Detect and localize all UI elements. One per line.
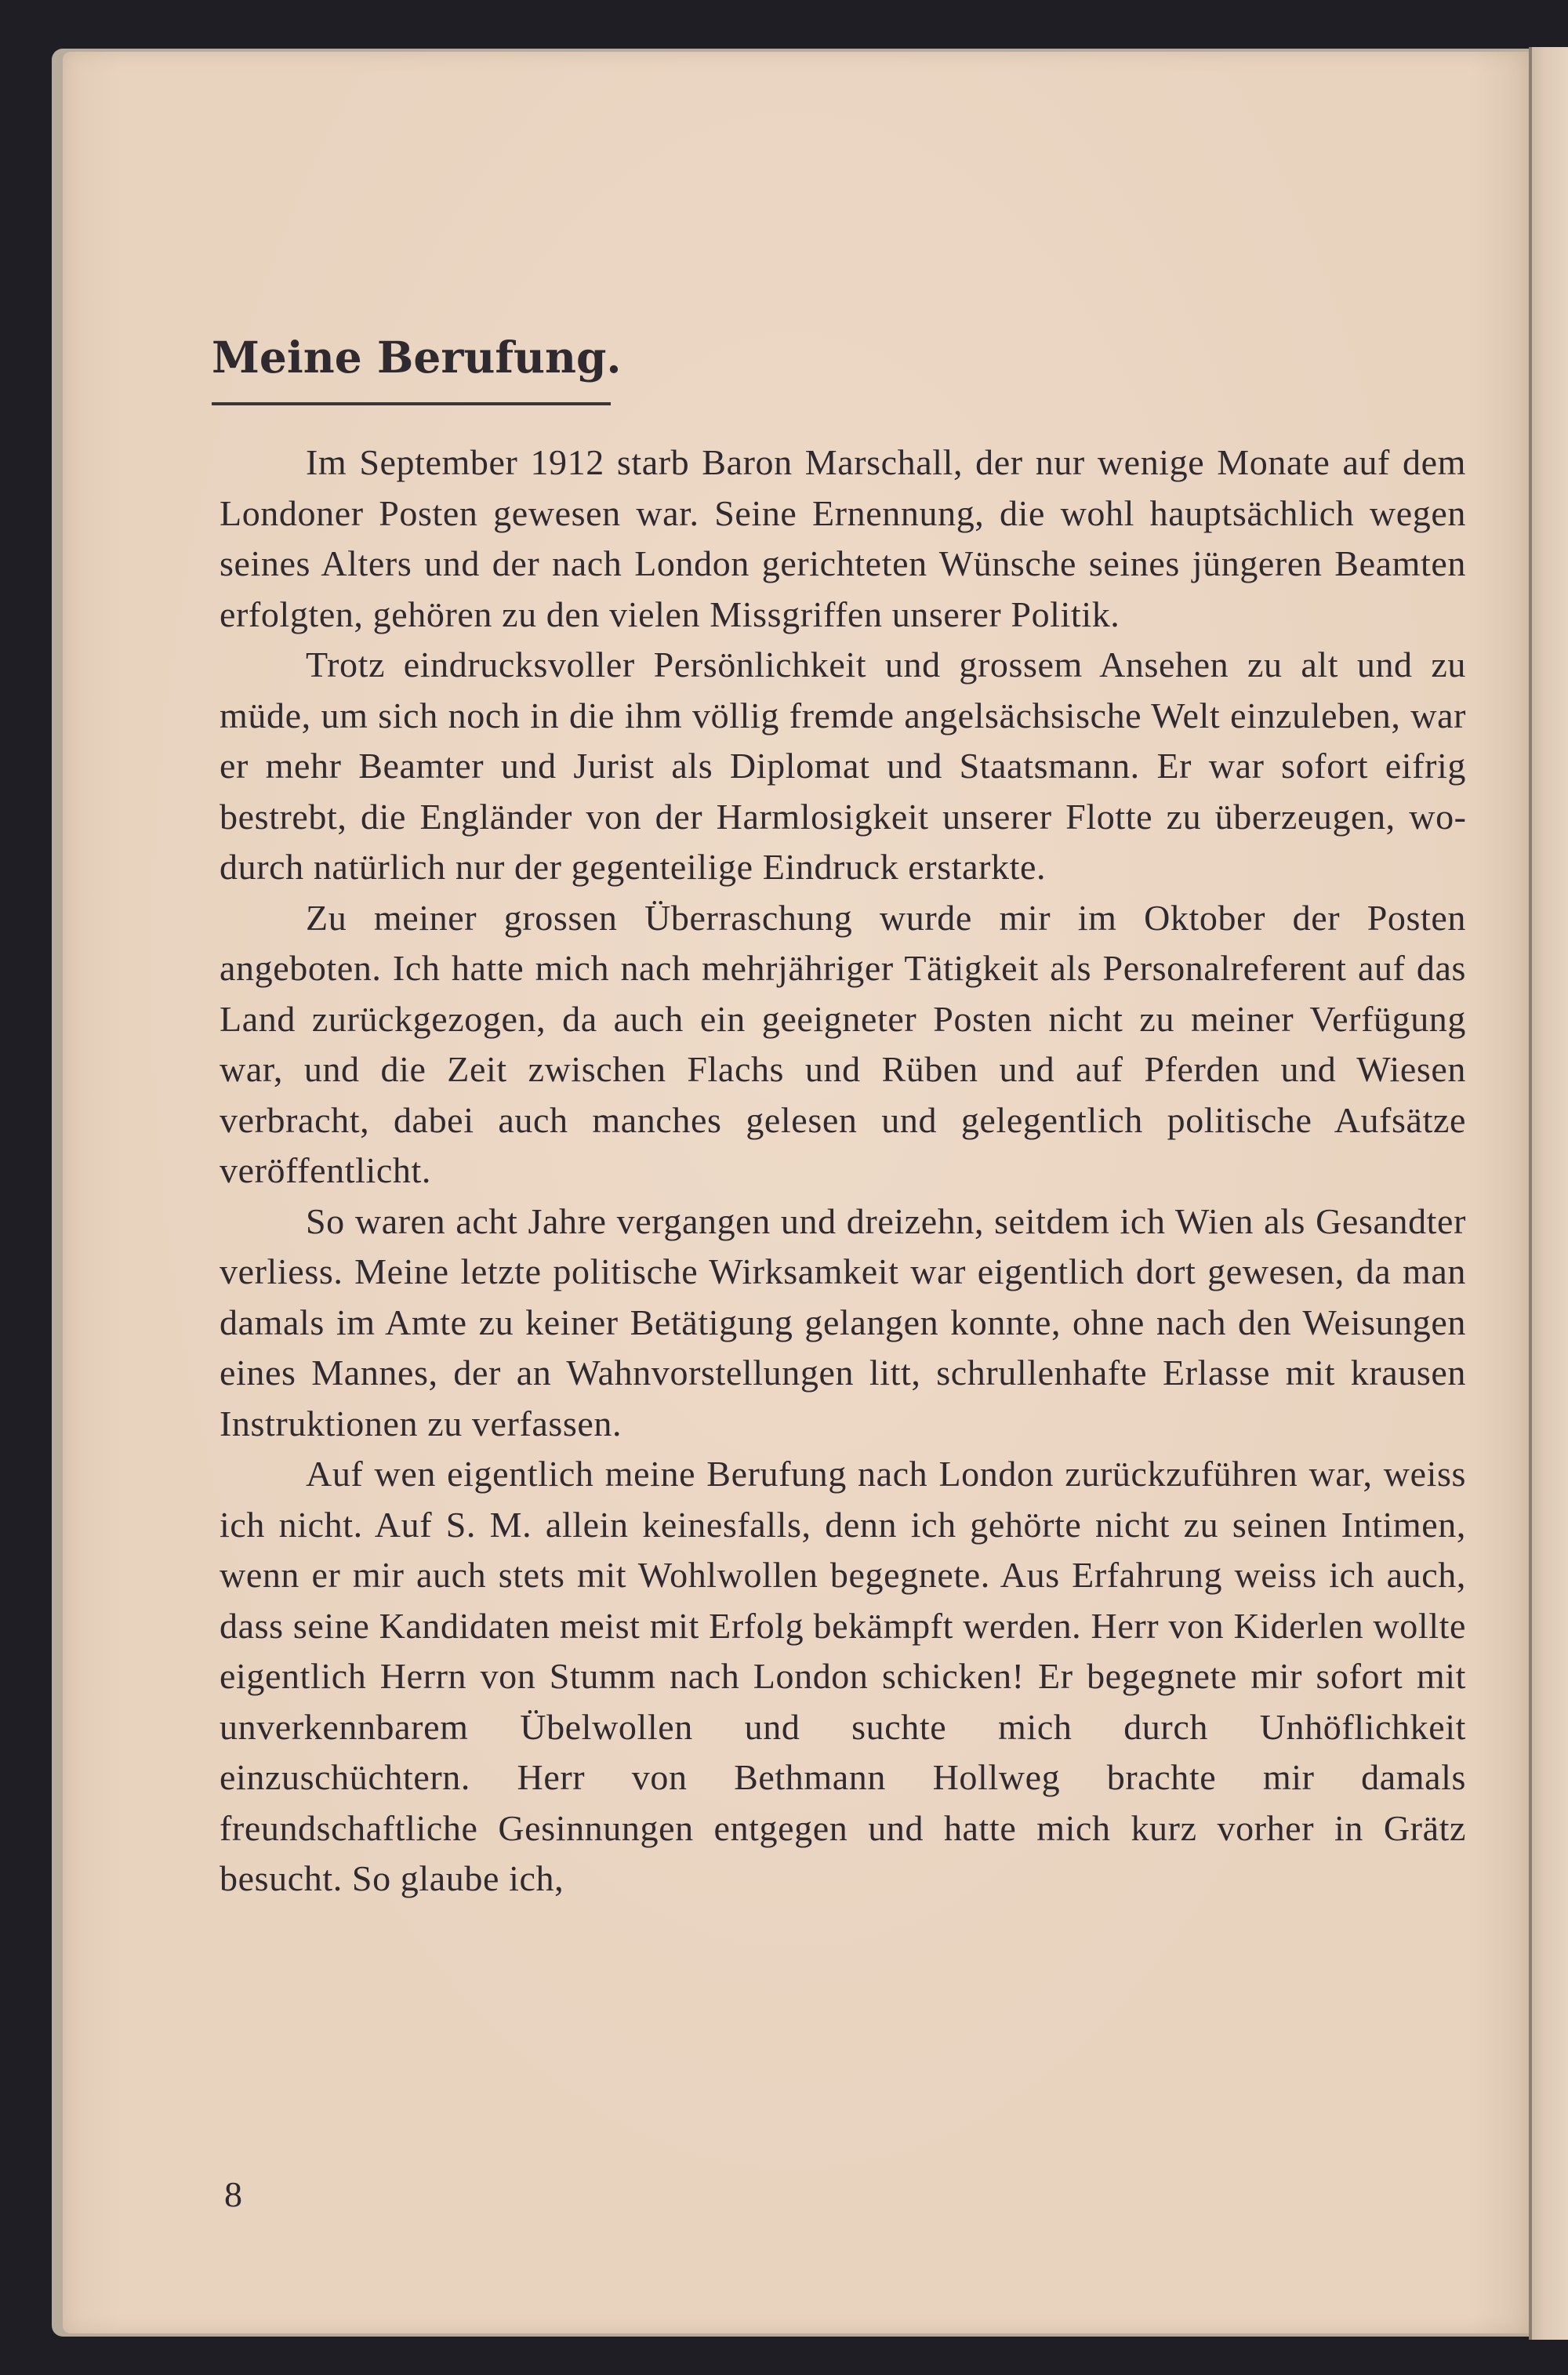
body-text [220,438,1466,1905]
next-page-edge [1529,47,1568,2340]
paragraph: Trotz eindrucksvoller Persönlichkeit und grossem Ansehen zu alt und zu müde, um sich noch in die ihm völlig fremde angelsächsische Welt einzuleben, war er mehr Beamter und Jurist als Diplomat und Staatsmann. Er war sofort eifrig bestrebt, die Engländer von der Harmlosigkeit unserer Flotte zu überzeugen, wodurch natürlich nur der gegenteilige Eindruck erstarkte. [220,645,1466,887]
title-underline [212,402,611,405]
page-number: 8 [224,2174,242,2214]
paragraph: Zu meiner grossen Überraschung wurde mir im Oktober der Posten angeboten. Ich hatte mich nach mehrjähriger Tätigkeit als Personalreferent auf das Land zurückgezogen, da auch ein geeigneter Posten nicht zu meiner Verfügung war, und die Zeit zwischen Flachs und Rüben und auf Pferden und Wiesen verbracht, dabei auch manches gelesen und gelegentlich politische Aufsätze veröffentlicht. [220,897,1466,1190]
paragraph: Im September 1912 starb Baron Marschall, der nur wenige Monate auf dem Londoner Posten gewesen war. Seine Ernennung, die wohl hauptsächlich wegen seines Alters und der nach London gerichteten Wünsche seines jüngeren Beamten erfolgten, gehören zu den vielen Missgriffen unserer Politik. [220,442,1466,634]
paragraph: So waren acht Jahre vergangen und dreizehn, seitdem ich Wien als Gesandter verliess. Meine letzte politische Wirksamkeit war eigentlich dort gewesen, da man damals im Amte zu keiner Betätigung gelangen konnte, ohne nach den Weisungen eines Mannes, der an Wahnvorstellungen litt, schrullenhafte Erlasse mit krausen Instruktionen zu verfassen. [220,1200,1466,1444]
chapter-title: Meine Berufung. [212,332,622,383]
paragraph: Auf wen eigentlich meine Berufung nach London zurückzuführen war, weiss ich nicht. Auf S. M. allein keinesfalls, denn ich gehörte nicht zu seinen Intimen, wenn er mir auch stets mit Wohlwollen begegnete. Aus Erfahrung weiss ich auch, dass seine Kandidaten meist mit Erfolg bekämpft werden. Herr von Kiderlen wollte eigentlich Herrn von Stumm nach London schicken! Er begegnete mir sofort mit unverkennbarem Übelwollen und suchte mich durch Unhöflichkeit einzuschüchtern. Herr von Bethmann Hollweg brachte mir damals freundschaftliche Gesinnungen entgegen und hatte mich kurz vorher in Grätz besucht. So glaube ich, [220,1454,1466,1898]
